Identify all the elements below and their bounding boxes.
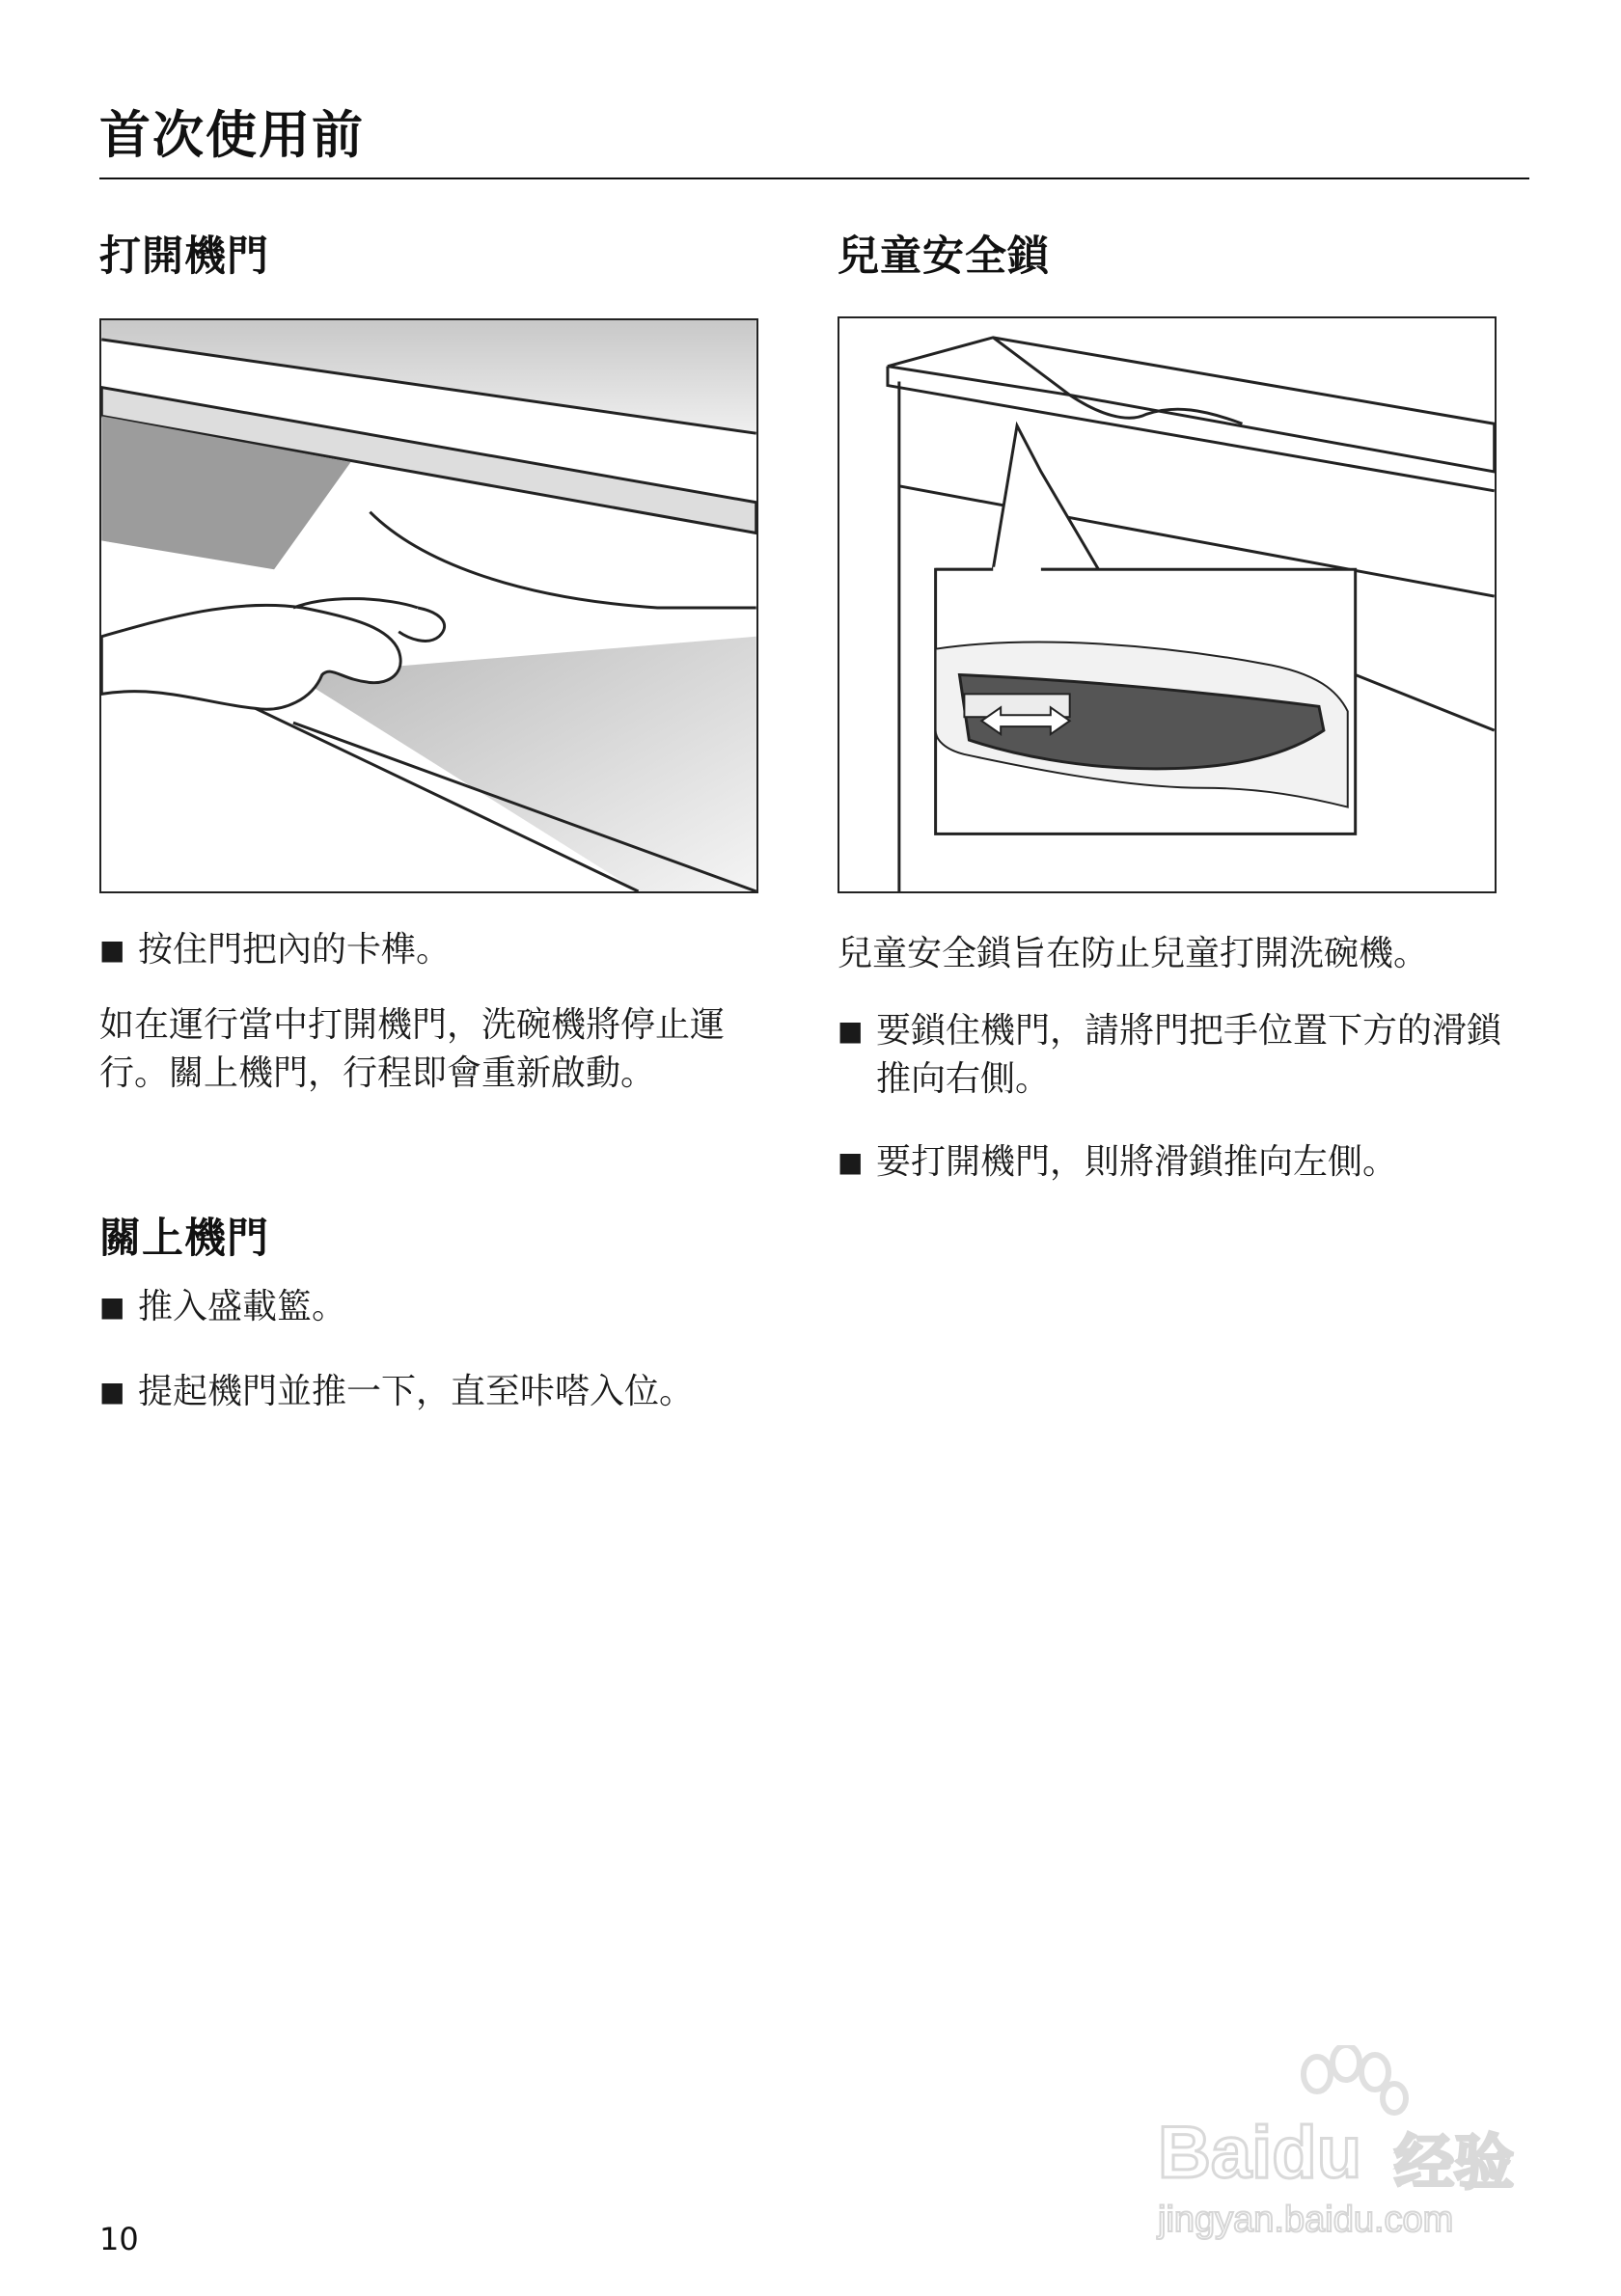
list-item: ■ 要鎖住機門，請將門把手位置下方的滑鎖推向右側。: [838, 1007, 1513, 1104]
close-door-heading: 關上機門: [99, 1215, 269, 1263]
list-item: ■ 按住門把內的卡榫。: [99, 926, 765, 974]
open-door-paragraph: 如在運行當中打開機門，洗碗機將停止運行。關上機門，行程即會重新啟動。: [99, 1005, 726, 1093]
title-divider: [99, 178, 1529, 179]
list-item: ■ 要打開機門，則將滑鎖推向左側。: [838, 1138, 1513, 1187]
watermark-cn: 经验: [1394, 2127, 1515, 2198]
square-bullet-icon: ■: [99, 1291, 125, 1323]
open-door-illustration: [99, 318, 758, 893]
child-lock-heading: 兒童安全鎖: [838, 232, 1050, 281]
child-lock-paragraph: 兒童安全鎖旨在防止兒童打開洗碗機。: [838, 934, 1429, 973]
square-bullet-icon: ■: [838, 1015, 864, 1047]
open-door-heading: 打開機門: [99, 232, 269, 281]
square-bullet-icon: ■: [838, 1146, 864, 1178]
child-lock-illustration: [838, 316, 1497, 893]
hand-opening-door-drawing: [101, 320, 756, 891]
page-title: 首次使用前: [99, 106, 365, 165]
watermark-url: jingyan.baidu.com: [1158, 2200, 1454, 2240]
list-item: ■ 提起機門並推一下，直至咔嗒入位。: [99, 1368, 765, 1416]
square-bullet-icon: ■: [99, 1376, 125, 1408]
list-item: ■ 推入盛載籃。: [99, 1283, 765, 1331]
watermark-brand: Bai: [1158, 2112, 1273, 2194]
baidu-jingyan-watermark: [1148, 2045, 1553, 2257]
child-lock-drawing: [839, 318, 1495, 891]
watermark-brand-tail: du: [1272, 2112, 1362, 2194]
square-bullet-icon: ■: [99, 934, 125, 966]
page-number: 10: [99, 2221, 139, 2257]
